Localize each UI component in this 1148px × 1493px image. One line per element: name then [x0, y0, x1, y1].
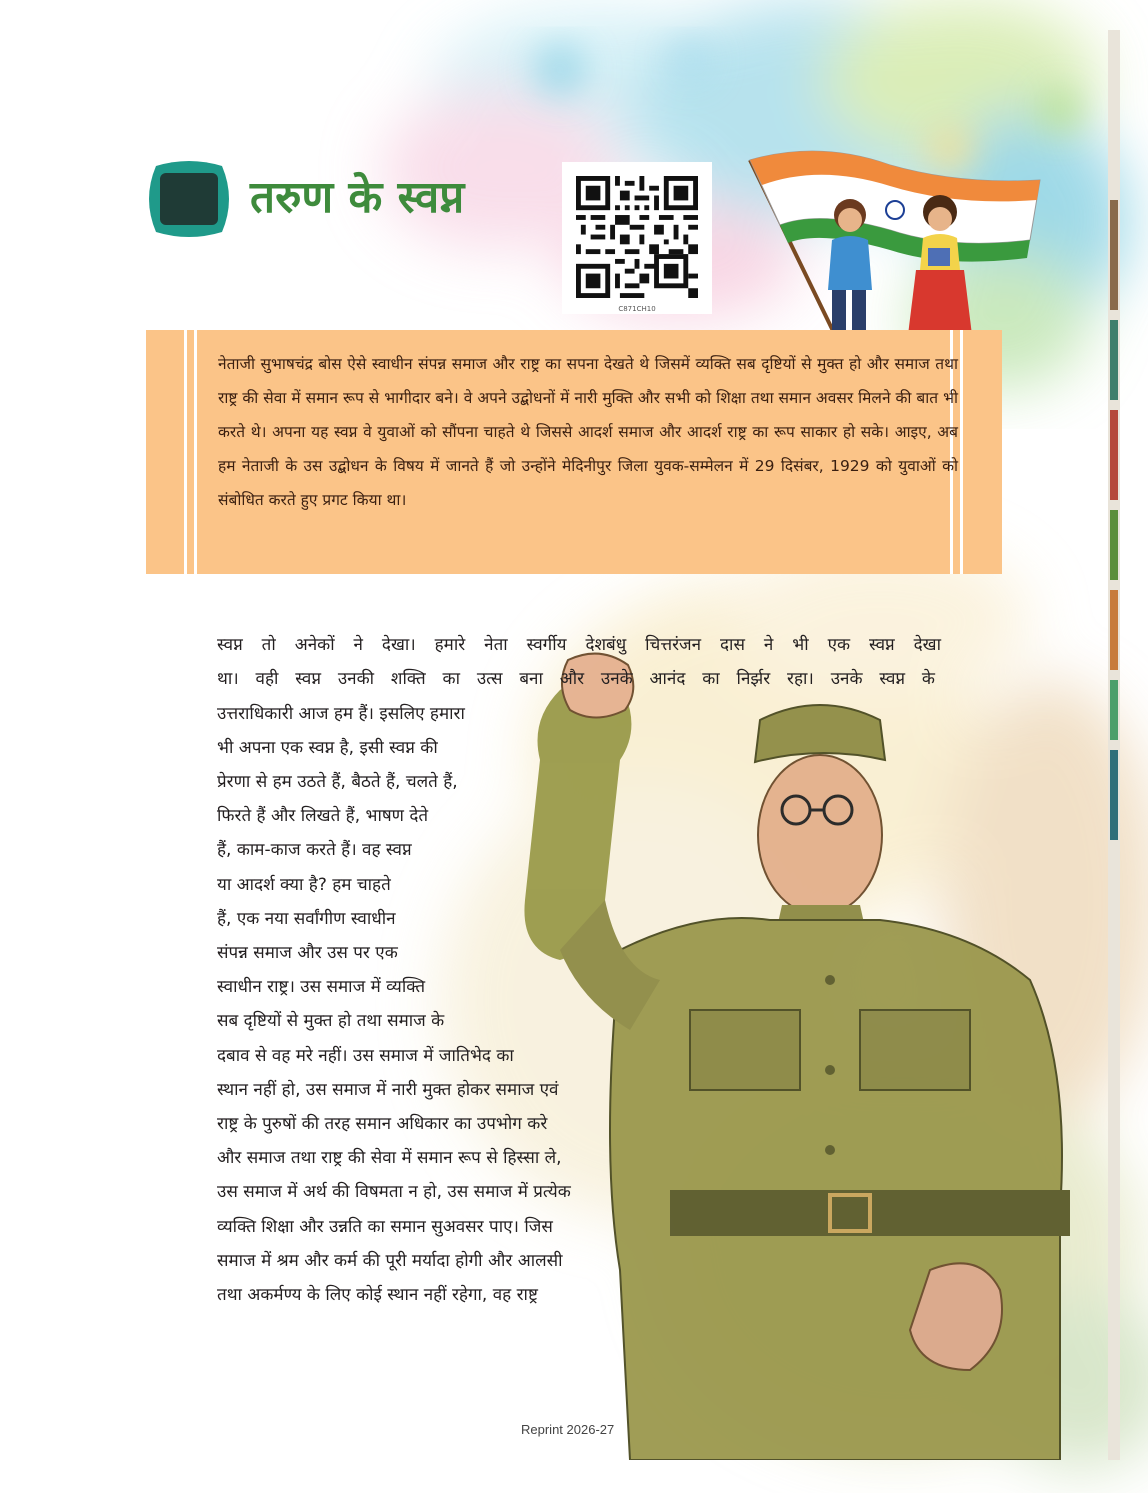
- body-line: और समाज तथा राष्ट्र की सेवा में समान रूप से हिस्सा ले,: [217, 1148, 562, 1168]
- netaji-portrait-illustration: [500, 650, 1120, 1460]
- body-line: फिरते हैं और लिखते हैं, भाषण देते: [217, 806, 429, 826]
- body-line: हैं, काम-काज करते हैं। वह स्वप्न: [217, 840, 412, 860]
- body-line: था। वही स्वप्न उनकी शक्ति का उत्स बना और उनके आनंद का निर्झर रहा। उनके स्वप्न के: [217, 669, 935, 689]
- intro-box-stripe: [184, 330, 187, 574]
- body-line: प्रेरणा से हम उठते हैं, बैठते हैं, चलते हैं,: [217, 772, 458, 792]
- body-line: राष्ट्र के पुरुषों की तरह समान अधिकार का उपभोग करे: [217, 1114, 548, 1134]
- intro-box-stripe: [194, 330, 197, 574]
- body-line: भी अपना एक स्वप्न है, इसी स्वप्न की: [217, 738, 438, 758]
- body-line: समाज में श्रम और कर्म की पूरी मर्यादा होगी और आलसी: [217, 1251, 563, 1271]
- intro-text: नेताजी सुभाषचंद्र बोस ऐसे स्वाधीन संपन्न समाज और राष्ट्र का सपना देखते थे जिसमें व्यक्ति सब दृष्टियों से मुक्त हो और समाज तथा राष्ट्र की सेवा में समान रूप से भागीदार बने। वे अपने उद्बोधनों में नारी मुक्ति और सभी को शिक्षा तथा समान अवसर मिलने की बात भी करते थे। अपना यह स्वप्न वे युवाओं को सौंपना चाहते थे जिससे आदर्श समाज और आदर्श राष्ट्र का रूप साकार हो सके। आइए, अब हम नेताजी के उस उद्बोधन के विषय में जानते हैं जो उन्होंने मेदिनीपुर जिला युवक-सम्मेलन में 29 दिसंबर, 1929 को युवाओं को संबोधित करते हुए प्रगट किया था।: [218, 355, 958, 509]
- qr-code-pattern-icon: [576, 176, 698, 298]
- reprint-label: Reprint 2026-27: [521, 1422, 615, 1437]
- body-line: स्वप्न तो अनेकों ने देखा। हमारे नेता स्वर्गीय देशबंधु चित्तरंजन दास ने भी एक स्वप्न देखा: [217, 635, 941, 655]
- body-line: या आदर्श क्या है? हम चाहते: [217, 875, 391, 895]
- body-line: तथा अकर्मण्य के लिए कोई स्थान नहीं रहेगा, वह राष्ट्र: [217, 1285, 538, 1305]
- body-line: स्वाधीन राष्ट्र। उस समाज में व्यक्ति: [217, 977, 426, 997]
- body-line: उत्तराधिकारी आज हम हैं। इसलिए हमारा: [217, 704, 465, 724]
- body-line: संपन्न समाज और उस पर एक: [217, 943, 398, 963]
- body-line: सब दृष्टियों से मुक्त हो तथा समाज के: [217, 1011, 445, 1031]
- qr-code[interactable]: [562, 162, 712, 314]
- chapter-title: तरुण के स्वप्न: [250, 172, 465, 223]
- children-with-flag-illustration: [740, 140, 1050, 340]
- body-line: व्यक्ति शिक्षा और उन्नति का समान सुअवसर पाए। जिस: [217, 1217, 553, 1237]
- body-line: दबाव से वह मरे नहीं। उस समाज में जातिभेद का: [217, 1046, 514, 1066]
- intro-box-stripe: [960, 330, 963, 574]
- chapter-badge-icon: [146, 160, 232, 238]
- body-line: उस समाज में अर्थ की विषमता न हो, उस समाज में प्रत्येक: [217, 1182, 571, 1202]
- body-line: स्थान नहीं हो, उस समाज में नारी मुक्त होकर समाज एवं: [217, 1080, 559, 1100]
- qr-code-label: C871CH10: [618, 305, 656, 313]
- body-line: हैं, एक नया सर्वांगीण स्वाधीन: [217, 909, 396, 929]
